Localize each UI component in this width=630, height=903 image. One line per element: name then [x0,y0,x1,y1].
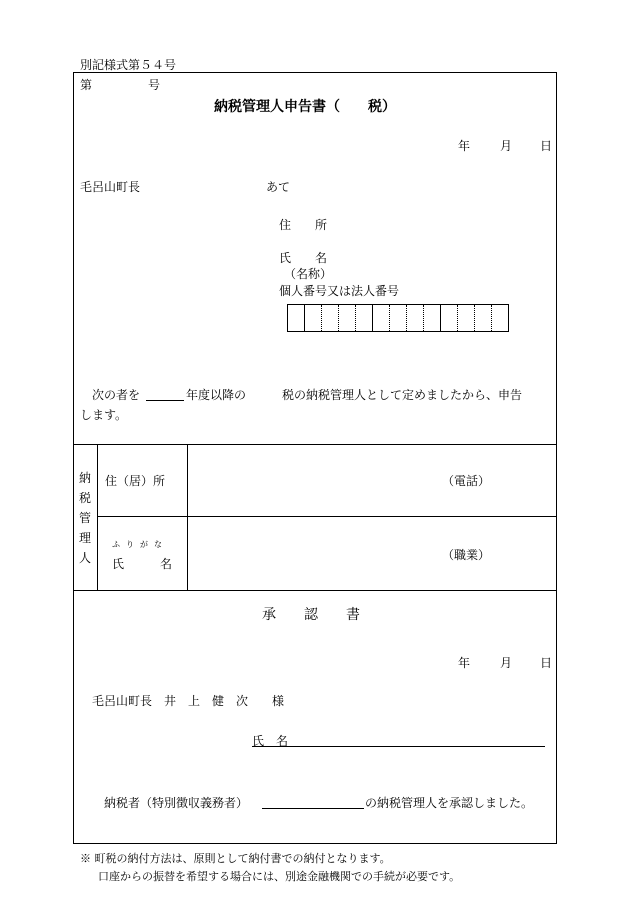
date-day: 日 [540,139,553,153]
declaration-part-c: 税の納税管理人として定めましたから、申告 [282,388,523,402]
approval-title: 承 認 書 [262,607,360,623]
date-month: 月 [500,139,513,153]
declaration-line2: します。 [80,408,128,422]
applicant-address-label: 住 所 [279,218,328,232]
label-column-divider [187,444,188,590]
side-label-char: 管 [79,511,92,525]
approval-name-field[interactable] [252,746,545,747]
form-frame [73,72,557,844]
declaration-part-a: 次の者を [92,388,141,402]
applicant-id-label: 個人番号又は法人番号 [279,284,400,298]
manager-name-field[interactable] [190,534,552,572]
footnote-line1: ※ 町税の納付方法は、原則として納付書での納付となります。 [80,852,391,865]
approval-name-label: 氏 名 [252,734,289,748]
form-number: 別記様式第５４号 [80,58,177,72]
doc-number-suffix: 号 [148,78,161,92]
approval-date-day: 日 [540,656,553,670]
side-label-char: 納 [79,471,92,485]
approval-text-a: 納税者（特別徴収義務者） [104,796,249,810]
fiscal-year-field[interactable] [146,400,184,401]
approval-date-month: 月 [500,656,513,670]
row-divider [97,516,557,517]
side-column-divider [97,444,98,590]
manager-address-field[interactable] [190,462,552,500]
footnote-line2: 口座からの振替を希望する場合には、別途金融機関での手続が必要です。 [98,870,461,883]
approval-text-b: の納税管理人を承認しました。 [365,796,534,810]
approval-addressee: 毛呂山町長 井 上 健 次 様 [92,694,285,708]
addressee-mayor: 毛呂山町長 [80,180,141,194]
side-label-char: 人 [79,551,92,565]
approval-date-year: 年 [458,656,471,670]
declaration-part-b: 年度以降の [186,388,247,402]
section-divider [73,444,557,445]
side-label-char: 税 [79,491,92,505]
id-number-grid[interactable] [287,304,509,332]
applicant-name-label: 氏 名 [279,251,328,265]
manager-job-label: （職業） [442,548,491,562]
manager-address-label: 住（居）所 [105,474,166,488]
date-year: 年 [458,139,471,153]
furigana-label: ふりがな [112,540,168,549]
addressee-ate: あて [266,180,291,194]
manager-phone-label: （電話） [442,474,491,488]
taxpayer-field[interactable] [262,808,364,809]
applicant-name-sub: （名称） [284,267,333,281]
manager-name-label: 氏 名 [112,557,173,571]
page-title: 納税管理人申告書（ 税） [214,99,396,115]
side-label-char: 理 [79,531,92,545]
section-divider [73,590,557,591]
doc-number-prefix: 第 [80,78,93,92]
